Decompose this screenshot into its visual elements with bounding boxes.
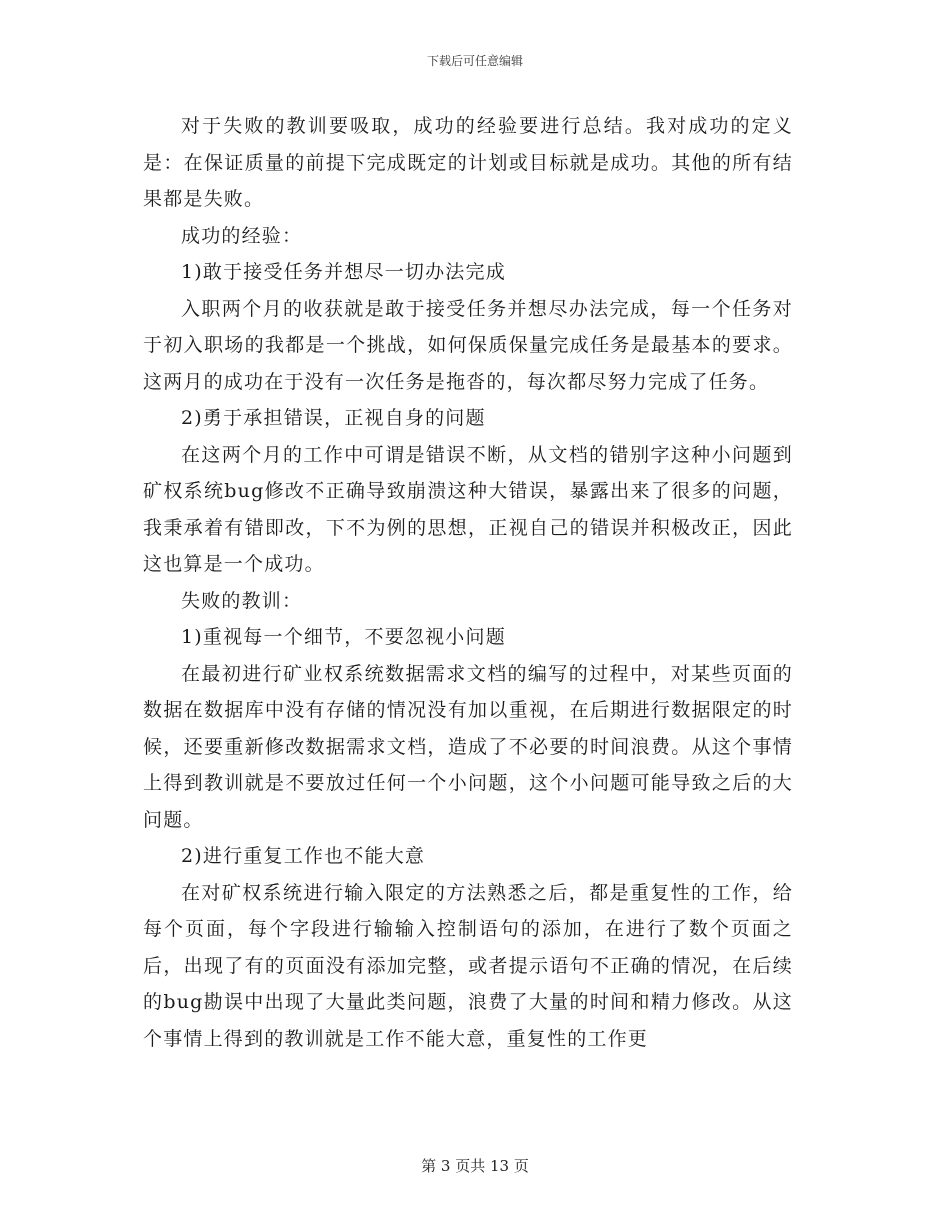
section-heading-failure: 失败的教训： — [181, 589, 303, 612]
subheading: 1)敢于接受任务并想尽一切办法完成 — [181, 261, 506, 283]
subheading: 2)进行重复工作也不能大意 — [181, 845, 426, 867]
section-heading-success: 成功的经验： — [181, 224, 303, 247]
page-header: 下载后可任意编辑 — [426, 54, 523, 68]
page-footer: 第 3 页共 13 页 — [421, 1157, 529, 1175]
paragraph: 在最初进行矿业权系统数据需求文档的编写的过程中，对某些页面的数据在数据库中没有存储的情况没有加以重视，在后期进行数据限定的时候，还要重新修改数据需求文档，造成了不必要的时间浪费。从这个事情上得到教训就是不要放过任何一个小问题，这个小问题可能导致之后的大问题。 — [143, 662, 793, 831]
subheading: 2)勇于承担错误，正视自身的问题 — [181, 407, 486, 429]
paragraph: 在这两个月的工作中可谓是错误不断，从文档的错别字这种小问题到矿权系统bug修改不正确导致崩溃这种大错误，暴露出来了很多的问题，我秉承着有错即改，下不为例的思想，正视自己的错误并积极改正，因此这也算是一个成功。 — [143, 443, 793, 575]
subheading: 1)重视每一个细节，不要忽视小问题 — [181, 626, 506, 648]
paragraph: 入职两个月的收获就是敢于接受任务并想尽办法完成，每一个任务对于初入职场的我都是一个挑战，如何保质保量完成任务是最基本的要求。这两月的成功在于没有一次任务是拖沓的，每次都尽努力完成了任务。 — [143, 297, 793, 393]
paragraph: 在对矿权系统进行输入限定的方法熟悉之后，都是重复性的工作，给每个页面，每个字段进行输输入控制语句的添加，在进行了数个页面之后，出现了有的页面没有添加完整，或者提示语句不正确的情况，在后续的bug勘误中出现了大量此类问题，浪费了大量的时间和精力修改。从这个事情上得到的教训就是工作不能大意，重复性的工作更 — [143, 881, 793, 1050]
paragraph: 对于失败的教训要吸取，成功的经验要进行总结。我对成功的定义是：在保证质量的前提下完成既定的计划或目标就是成功。其他的所有结果都是失败。 — [143, 115, 793, 210]
document-body — [143, 108, 793, 1057]
